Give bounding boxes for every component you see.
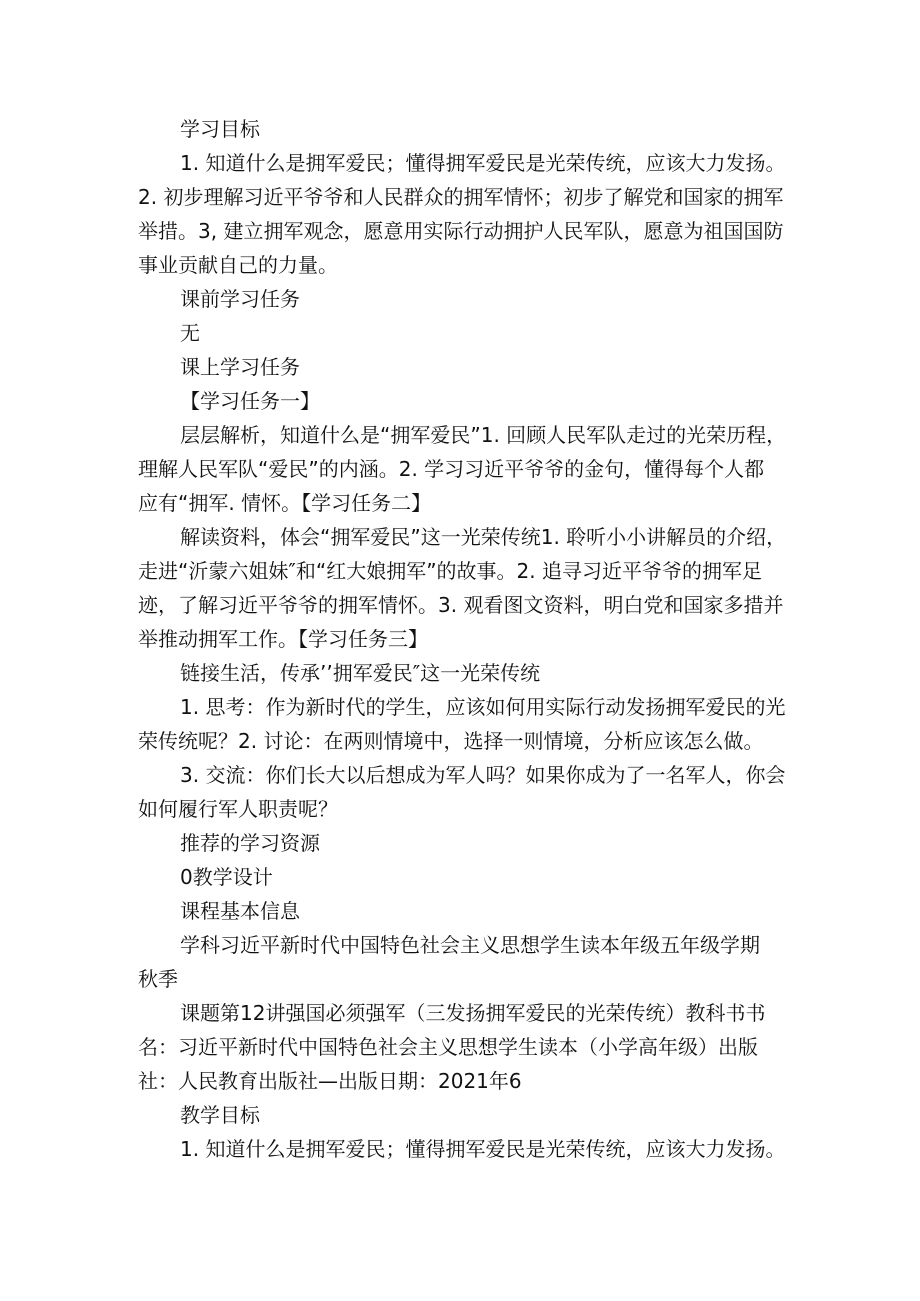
heading-recommended-resources: 推荐的学习资源 (180, 831, 320, 855)
heading-task-one: 【学习任务一】 (180, 389, 320, 413)
paragraph-line: 秋季 (138, 967, 178, 991)
paragraph-line: 事业贡献自己的力量。 (138, 253, 338, 277)
paragraph-line: 0教学设计 (180, 865, 273, 889)
paragraph-line: 解读资料，体会“拥军爱民”这一光荣传统1. 聆听小小讲解员的介绍， (180, 525, 787, 549)
heading-teaching-objectives: 教学目标 (180, 1103, 260, 1127)
paragraph-line: 举推动拥军工作。【学习任务三】 (138, 627, 428, 651)
paragraph-line: 无 (180, 321, 200, 345)
heading-in-class-tasks: 课上学习任务 (180, 355, 300, 379)
paragraph-line: 应有“拥军. 情怀。【学习任务二】 (138, 491, 432, 515)
heading-pre-class-tasks: 课前学习任务 (180, 287, 300, 311)
paragraph-line: 1. 知道什么是拥军爱民；懂得拥军爱民是光荣传统，应该大力发扬。 (180, 1137, 786, 1161)
paragraph-line: 社：人民教育出版社—出版日期：2021年6 (138, 1069, 522, 1093)
paragraph-line: 1. 知道什么是拥军爱民；懂得拥军爱民是光荣传统，应该大力发扬。 (180, 151, 786, 175)
heading-course-basic-info: 课程基本信息 (180, 899, 300, 923)
paragraph-line: 2. 初步理解习近平爷爷和人民群众的拥军情怀；初步了解党和国家的拥军 (138, 185, 784, 209)
paragraph-line: 如何履行军人职责呢？ (138, 797, 338, 821)
paragraph-line: 举措。3, 建立拥军观念，愿意用实际行动拥护人民军队，愿意为祖国国防 (138, 219, 784, 243)
paragraph-line: 迹，了解习近平爷爷的拥军情怀。3. 观看图文资料，明白党和国家多措并 (138, 593, 784, 617)
paragraph-line: 理解人民军队“爱民”的内涵。2. 学习习近平爷爷的金句，懂得每个人都 (138, 457, 765, 481)
paragraph-line: 链接生活，传承’’拥军爱民″这一光荣传统 (180, 661, 541, 685)
paragraph-line: 1. 思考：作为新时代的学生，应该如何用实际行动发扬拥军爱民的光 (180, 695, 786, 719)
paragraph-line: 层层解析，知道什么是“拥军爱民”1. 回顾人民军队走过的光荣历程， (180, 423, 787, 447)
paragraph-line: 3. 交流：你们长大以后想成为军人吗？如果你成为了一名军人，你会 (180, 763, 786, 787)
paragraph-line: 课题第12讲强国必须强军（三发扬拥军爱民的光荣传统）教科书书 (180, 1001, 766, 1025)
paragraph-line: 学科习近平新时代中国特色社会主义思想学生读本年级五年级学期 (180, 933, 760, 957)
heading-learning-objectives: 学习目标 (180, 117, 260, 141)
paragraph-line: 荣传统呢？2. 讨论：在两则情境中，选择一则情境，分析应该怎么做。 (138, 729, 764, 753)
paragraph-line: 走进“沂蒙六姐妹″和“红大娘拥军”的故事。2. 追寻习近平爷爷的拥军足 (138, 559, 762, 583)
paragraph-line: 名：习近平新时代中国特色社会主义思想学生读本（小学高年级）出版 (138, 1035, 758, 1059)
